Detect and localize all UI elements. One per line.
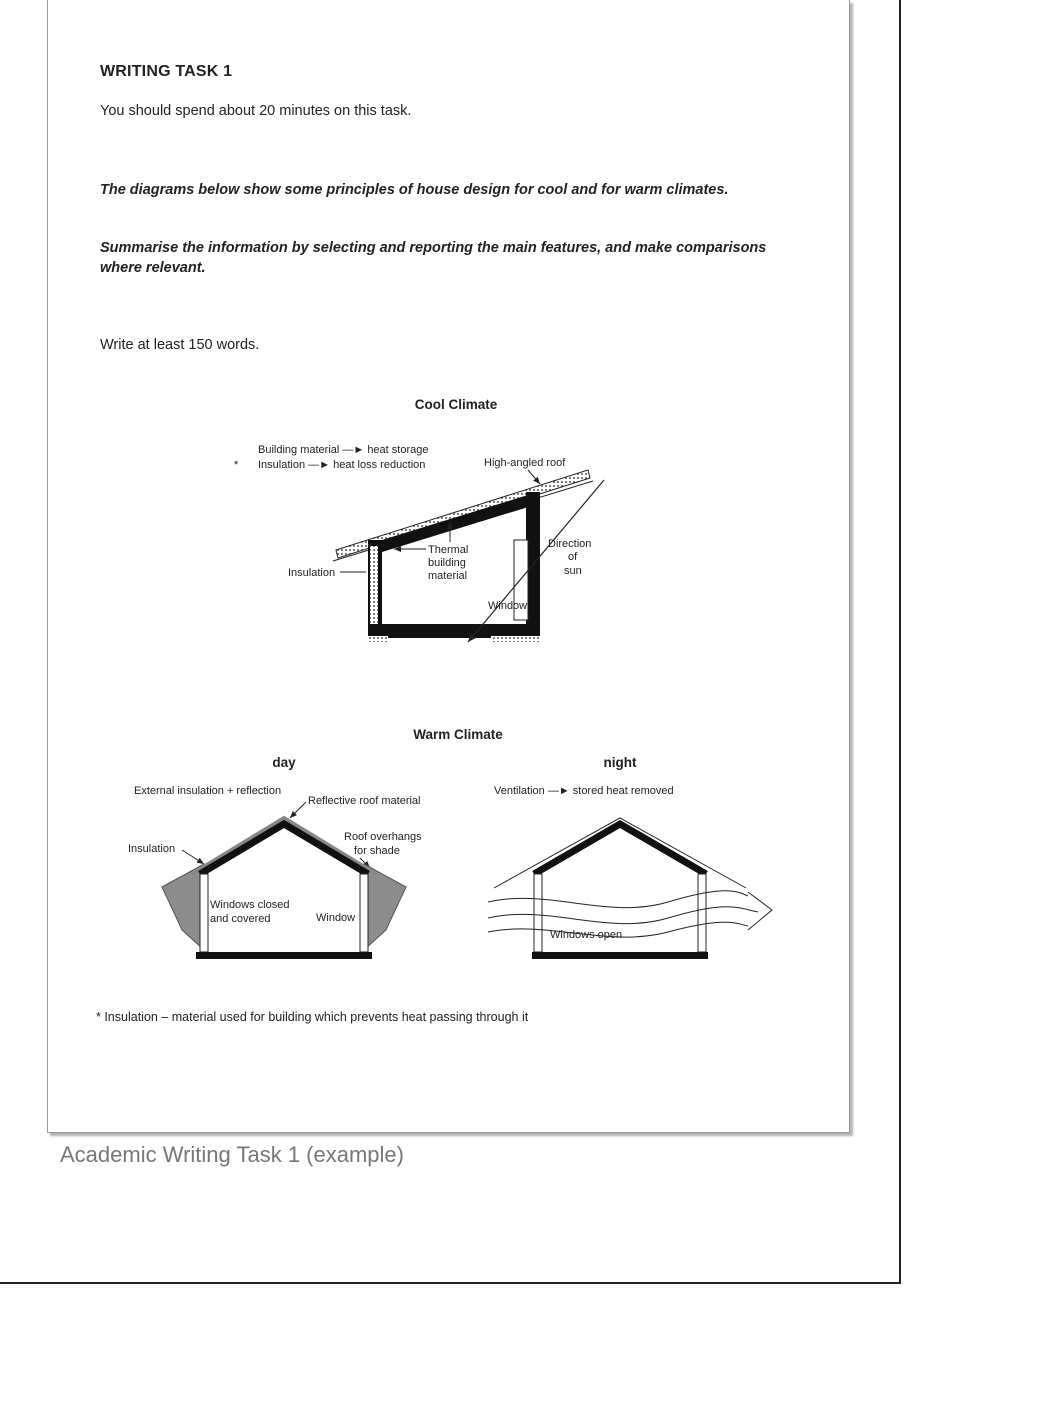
night-left-wall xyxy=(534,874,542,952)
night-title: night xyxy=(603,755,637,770)
day-title: day xyxy=(272,755,296,770)
overhang-label-line-1: Roof overhangs xyxy=(344,831,422,843)
thermal-label-line-1: Thermal xyxy=(428,544,469,556)
day-roof xyxy=(200,824,368,874)
cool-legend-marker: * xyxy=(234,459,239,471)
windows-closed-line-1: Windows closed xyxy=(210,899,290,911)
thermal-label-line-2: building xyxy=(428,557,466,569)
overhang-label-line-2: for shade xyxy=(354,845,400,857)
day-floor xyxy=(196,952,372,959)
night-roof xyxy=(534,824,706,874)
cool-insulation-label: Insulation xyxy=(288,567,336,579)
task-instruction: Summarise the information by selecting and reporting the main features, and make comparisons where relevant. xyxy=(100,240,767,276)
task-sheet xyxy=(47,0,850,1133)
windows-open-label: Windows open xyxy=(550,929,623,941)
airflow-line-top xyxy=(488,891,748,908)
ventilation-label: Ventilation —► stored heat removed xyxy=(494,785,674,797)
day-right-wall xyxy=(360,874,368,952)
high-angled-roof-label: High-angled roof xyxy=(484,457,566,469)
day-insulation-label: Insulation xyxy=(128,843,176,855)
cool-legend-building-material: Building material —► heat storage xyxy=(258,444,429,456)
reflective-roof-label: Reflective roof material xyxy=(308,795,421,807)
warm-night-diagram xyxy=(488,755,772,959)
cool-window-label: Window xyxy=(488,600,528,612)
time-instruction: You should spend about 20 minutes on this task. xyxy=(100,103,412,119)
cool-climate-diagram xyxy=(234,397,604,642)
night-roof-outer xyxy=(494,818,746,888)
warm-climate-diagram xyxy=(128,727,772,959)
cool-foundation-right xyxy=(491,636,541,642)
day-insulation-pointer xyxy=(182,850,204,864)
cool-climate-title: Cool Climate xyxy=(414,397,498,412)
caption: Academic Writing Task 1 (example) xyxy=(60,1142,404,1167)
cool-floor xyxy=(368,624,540,638)
warm-climate-title: Warm Climate xyxy=(413,727,503,742)
roof-pointer xyxy=(528,470,540,484)
cool-foundation-left xyxy=(368,636,388,642)
sun-label-line-1: Direction xyxy=(548,538,592,550)
day-right-shade xyxy=(364,864,406,950)
day-left-shade xyxy=(162,864,204,950)
house-design-diagram xyxy=(48,380,848,980)
task-title: WRITING TASK 1 xyxy=(100,63,233,80)
day-left-wall xyxy=(200,874,208,952)
sun-label-line-2: of xyxy=(568,551,578,563)
cool-legend-insulation: Insulation —► heat loss reduction xyxy=(258,459,426,471)
roof-material-pointer xyxy=(290,802,306,818)
night-floor xyxy=(532,952,708,959)
day-window-label: Window xyxy=(316,912,356,924)
night-right-wall xyxy=(698,874,706,952)
warm-day-diagram xyxy=(128,755,422,959)
insulation-footnote: * Insulation – material used for building which prevents heat passing through it xyxy=(96,1010,529,1024)
windows-closed-line-2: and covered xyxy=(210,913,271,925)
thermal-label-line-3: material xyxy=(428,570,468,582)
task-prompt: The diagrams below show some principles of house design for cool and for warm climates. xyxy=(100,182,729,198)
external-insulation-label: External insulation + reflection xyxy=(134,785,282,797)
word-count-instruction: Write at least 150 words. xyxy=(100,337,260,353)
sun-label-line-3: sun xyxy=(564,565,582,577)
airflow-line-middle xyxy=(488,907,758,924)
